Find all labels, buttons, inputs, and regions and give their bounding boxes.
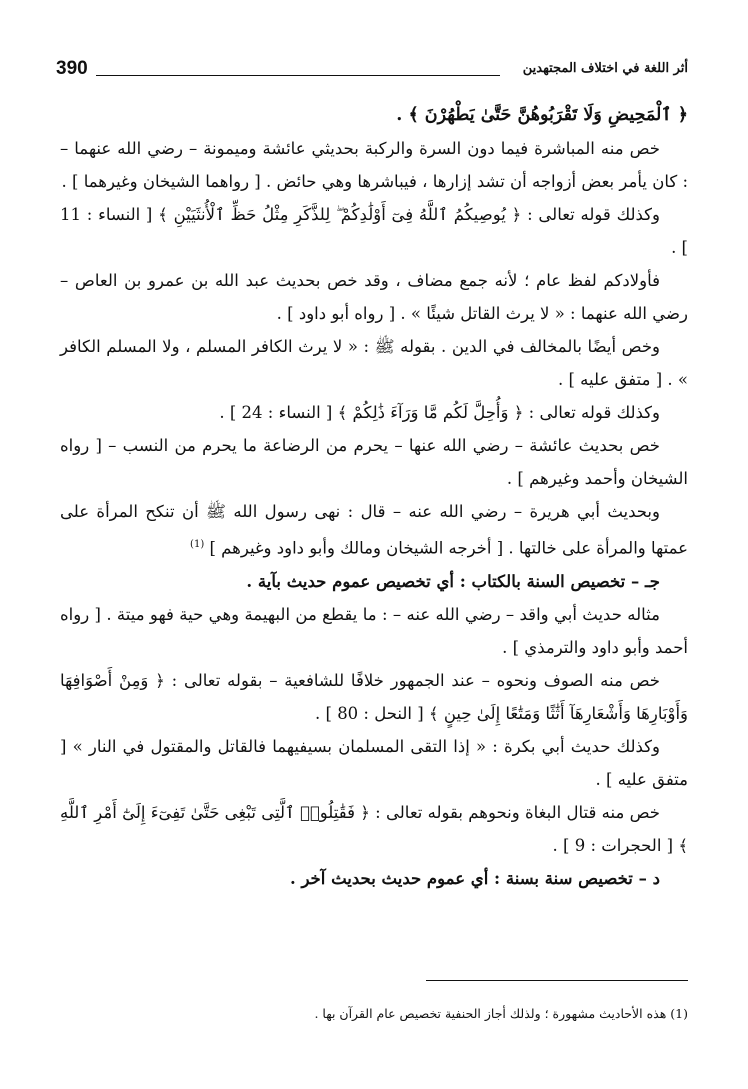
quran-verse: ﴿ ٱلْمَحِيضِ وَلَا تَقْرَبُوهُنَّ حَتَّىٰ يَطْهُرْنَ ﴾ . [396,105,688,125]
paragraph-text: خص بحديث عائشة – رضي الله عنها – يحرم من الرضاعة ما يحرم من النسب – [ رواه الشيخان وأحمد وغيرهم ] . [60,436,688,488]
section-heading: د – تخصيص سنة بسنة : أي عموم حديث بحديث آخر . [289,868,660,888]
body-paragraph [60,429,688,495]
body-paragraph [60,598,688,664]
body-paragraph [60,730,688,796]
paragraph-text: وكذلك حديث أبي بكرة : « إذا التقى المسلمان بسيفيهما فالقاتل والمقتول في النار » [ متفق عليه ] . [60,736,688,789]
paragraph-text: وبحديث أبي هريرة – رضي الله عنه – قال : نهى رسول الله ﷺ أن تنكح المرأة على عمتها والمرأة على خالتها . [ أخرجه الشيخان ومالك وأبو داود وغيرهم ] [60,502,688,558]
section-heading: جـ – تخصيص السنة بالكتاب : أي تخصيص عموم حديث بآية . [246,571,660,591]
page-body [60,98,688,895]
body-paragraph [60,664,688,730]
paragraph-text: وكذلك قوله تعالى : ﴿ يُوصِيكُمُ ٱللَّهُ فِىٓ أَوْلَٰدِكُمْ ۖ لِلذَّكَرِ مِثْلُ حَظِّ ٱلْأُنثَيَيْنِ ﴾ [ النساء : 11 ] . [60,205,688,257]
paragraph-text: فأولادكم لفظ عام ؛ لأنه جمع مضاف ، وقد خص بحديث عبد الله بن عمرو بن العاص – رضي الله عنهما : « لا يرث القاتل شيئًا » . [ رواه أبو داود ] . [60,271,688,323]
footnote: (1) هذه الأحاديث مشهورة ؛ ولذلك أجاز الحنفية تخصيص عام القرآن بها . [314,1006,688,1021]
body-paragraph [60,198,688,264]
paragraph-text: وكذلك قوله تعالى : ﴿ وَأُحِلَّ لَكُم مَّا وَرَآءَ ذَٰلِكُمْ ﴾ [ النساء : 24 ] . [219,403,660,422]
footnote-rule [426,980,688,981]
paragraph-text: خص منه المباشرة فيما دون السرة والركبة بحديثي عائشة وميمونة – رضي الله عنهما – : كان يأمر بعض أزواجه أن تشد إزارها ، فيباشرها وهي حائض . [ رواهما الشيخان وغيرهما ] . [60,139,688,191]
paragraph-text: خص منه الصوف ونحوه – عند الجمهور خلافًا للشافعية – بقوله تعالى : ﴿ وَمِنْ أَصْوَافِهَا وَأَوْبَارِهَا وَأَشْعَارِهَآ أَثَٰثًا وَمَتَٰعًا إِلَىٰ حِينٍ ﴾ [ النحل : 80 ] . [60,670,688,723]
paragraph-text: مثاله حديث أبي واقد – رضي الله عنه – : ما يقطع من البهيمة وهي حية فهو ميتة . [ رواه أحمد وأبو داود والترمذي ] . [60,604,688,657]
running-title: أثر اللغة في اختلاف المجتهدين [522,61,688,76]
body-paragraph [60,98,688,132]
body-paragraph [60,495,688,565]
body-paragraph [60,796,688,862]
body-paragraph [60,565,688,598]
body-paragraph [60,330,688,396]
footnote-marker: (1) [190,539,205,550]
body-paragraph [60,862,688,895]
page-number: 390 [56,58,88,79]
header-rule [96,75,500,76]
paragraph-text: وخص أيضًا بالمخالف في الدين . بقوله ﷺ : « لا يرث الكافر المسلم ، ولا المسلم الكافر » . [ متفق عليه ] . [60,337,688,389]
paragraph-text: خص منه قتال البغاة ونحوهم بقوله تعالى : ﴿ فَقَٰتِلُوا۟ ٱلَّتِى تَبْغِى حَتَّىٰ تَفِىٓءَ إِلَىٰٓ أَمْرِ ٱللَّهِ ﴾ [ الحجرات : 9 ] . [60,802,688,855]
page-header [56,58,688,84]
body-paragraph [60,396,688,429]
body-paragraph [60,132,688,198]
body-paragraph [60,264,688,330]
